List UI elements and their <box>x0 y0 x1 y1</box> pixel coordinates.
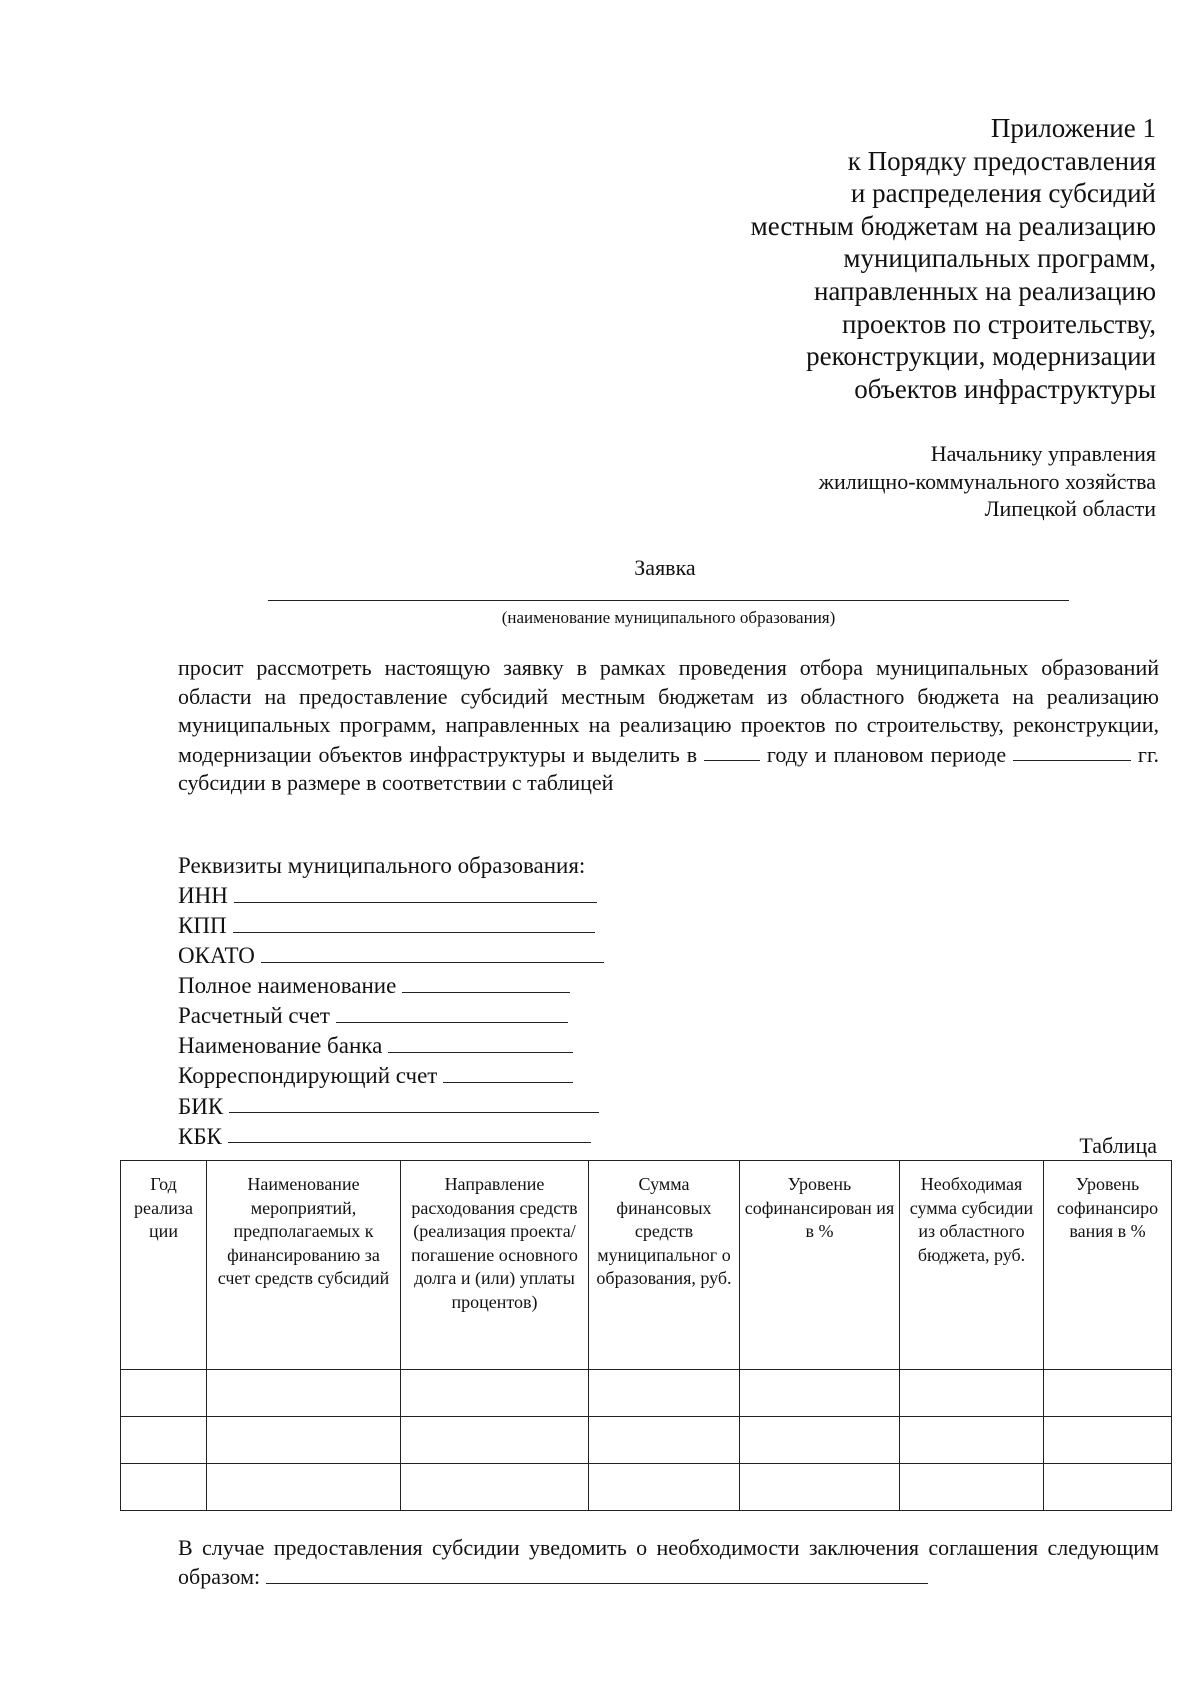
table-cell[interactable] <box>121 1464 207 1511</box>
table-cell[interactable] <box>900 1417 1044 1464</box>
correspondent-account-field[interactable] <box>443 1060 573 1083</box>
requisite-row-bik <box>178 1091 604 1121</box>
bank-name-field[interactable] <box>388 1030 573 1053</box>
table-row <box>121 1370 1172 1417</box>
year-blank-field[interactable] <box>704 740 760 762</box>
municipality-name-caption: (наименование муниципального образования) <box>501 608 836 627</box>
table-cell[interactable] <box>121 1417 207 1464</box>
table-cell[interactable] <box>589 1417 740 1464</box>
table-row <box>121 1464 1172 1511</box>
requisite-row-bank <box>178 1030 604 1060</box>
table-cell[interactable] <box>1044 1464 1172 1511</box>
table-cell[interactable] <box>401 1417 589 1464</box>
request-paragraph <box>178 654 1159 797</box>
request-text-part2: году и плановом периоде <box>766 741 1007 767</box>
requisite-row-account <box>178 1000 604 1030</box>
table-cell[interactable] <box>401 1464 589 1511</box>
requisite-row-corr-account <box>178 1060 604 1090</box>
requisite-label: Полное наименование <box>178 973 397 999</box>
header-required-subsidy: Необходимая сумма субсидии из областного бюджета, руб. <box>900 1161 1044 1370</box>
table-cell[interactable] <box>589 1464 740 1511</box>
addressee-block <box>819 440 1156 523</box>
table-cell[interactable] <box>401 1370 589 1417</box>
header-municipal-amount: Сумма финансовых средств муниципальног о образования, руб. <box>589 1161 740 1370</box>
addressee-line: Начальнику управления <box>930 441 1156 466</box>
requisite-label: БИК <box>178 1093 224 1119</box>
header-cofinancing-level: Уровень софинансирован ия в % <box>740 1161 900 1370</box>
okato-field[interactable] <box>261 940 604 963</box>
table-cell[interactable] <box>207 1417 401 1464</box>
requisites-heading: Реквизиты муниципального образования: <box>178 853 586 878</box>
requisite-row-kbk <box>178 1121 604 1151</box>
appendix-line: Приложение 1 <box>990 113 1156 143</box>
appendix-line: местным бюджетам на реализацию <box>750 210 1156 241</box>
appendix-line: муниципальных программ, <box>843 243 1156 274</box>
request-text-part3: гг. субсидии в размере в соответствии с таблицей <box>178 741 1159 795</box>
requisite-row-inn <box>178 880 604 910</box>
addressee-line: жилищно-коммунального хозяйства <box>818 468 1156 494</box>
table-cell[interactable] <box>900 1464 1044 1511</box>
header-cofinancing-level-2: Уровень софинансиро вания в % <box>1044 1161 1172 1370</box>
table-cell[interactable] <box>207 1370 401 1417</box>
bik-field[interactable] <box>229 1091 599 1114</box>
requisite-label: КБК <box>178 1123 222 1149</box>
requisite-label: ОКАТО <box>178 943 255 969</box>
requisite-row-full-name <box>178 970 604 1000</box>
subsidy-table <box>120 1160 1172 1511</box>
requisite-row-okato <box>178 940 604 970</box>
municipality-name-field[interactable] <box>268 600 1069 601</box>
table-cell[interactable] <box>207 1464 401 1511</box>
requisite-label: ИНН <box>178 883 228 909</box>
appendix-line: направленных на реализацию <box>813 275 1156 306</box>
table-cell[interactable] <box>740 1417 900 1464</box>
inn-field[interactable] <box>234 880 597 903</box>
appendix-line: к Порядку предоставления <box>847 145 1156 176</box>
settlement-account-field[interactable] <box>336 1000 568 1023</box>
notification-paragraph <box>178 1534 1159 1591</box>
appendix-header <box>751 112 1156 405</box>
table-cell[interactable] <box>740 1464 900 1511</box>
table-cell[interactable] <box>1044 1370 1172 1417</box>
table-cell[interactable] <box>740 1370 900 1417</box>
table-cell[interactable] <box>1044 1417 1172 1464</box>
document-title: Заявка <box>634 555 696 580</box>
request-text-part1: просит рассмотреть настоящую заявку в рамках проведения отбора муниципальных образований области на предоставление субсидий местным бюджетам из областного бюджета на реализацию муниципальных программ, направленных на реализацию проектов по строительству, реконструкции, модернизации объектов инфраструктуры и выделить в <box>178 655 1159 767</box>
table-cell[interactable] <box>121 1370 207 1417</box>
table-cell[interactable] <box>589 1370 740 1417</box>
requisite-label: КПП <box>178 913 227 939</box>
table-caption: Таблица <box>1079 1133 1157 1158</box>
notification-text: В случае предоставления субсидии уведомить о необходимости заключения соглашения следующим образом: <box>178 1535 1159 1589</box>
appendix-line: реконструкции, модернизации <box>806 341 1156 372</box>
requisite-label: Наименование банка <box>178 1033 383 1059</box>
table-row <box>121 1417 1172 1464</box>
requisite-label: Расчетный счет <box>178 1003 330 1029</box>
kpp-field[interactable] <box>233 910 595 933</box>
notification-method-field[interactable] <box>266 1562 928 1584</box>
kbk-field[interactable] <box>228 1121 591 1144</box>
addressee-line: Липецкой области <box>984 496 1156 521</box>
appendix-line: объектов инфраструктуры <box>854 373 1156 404</box>
header-activities: Наименование мероприятий, предполагаемых к финансированию за счет средств субсидий <box>207 1161 401 1370</box>
planning-period-blank-field[interactable] <box>1013 740 1131 762</box>
header-direction: Направление расходования средств (реализация проекта/погашение основного долга и (или) уплаты процентов) <box>401 1161 589 1370</box>
appendix-line: проектов по строительству, <box>842 308 1156 339</box>
header-year: Год реализа ции <box>121 1161 207 1370</box>
requisite-label: Корреспондирующий счет <box>178 1063 438 1089</box>
requisite-row-kpp <box>178 910 604 940</box>
table-cell[interactable] <box>900 1370 1044 1417</box>
full-name-field[interactable] <box>402 970 570 993</box>
table-header-row <box>121 1161 1172 1370</box>
appendix-line: и распределения субсидий <box>850 178 1156 209</box>
requisites-block <box>178 852 604 1151</box>
